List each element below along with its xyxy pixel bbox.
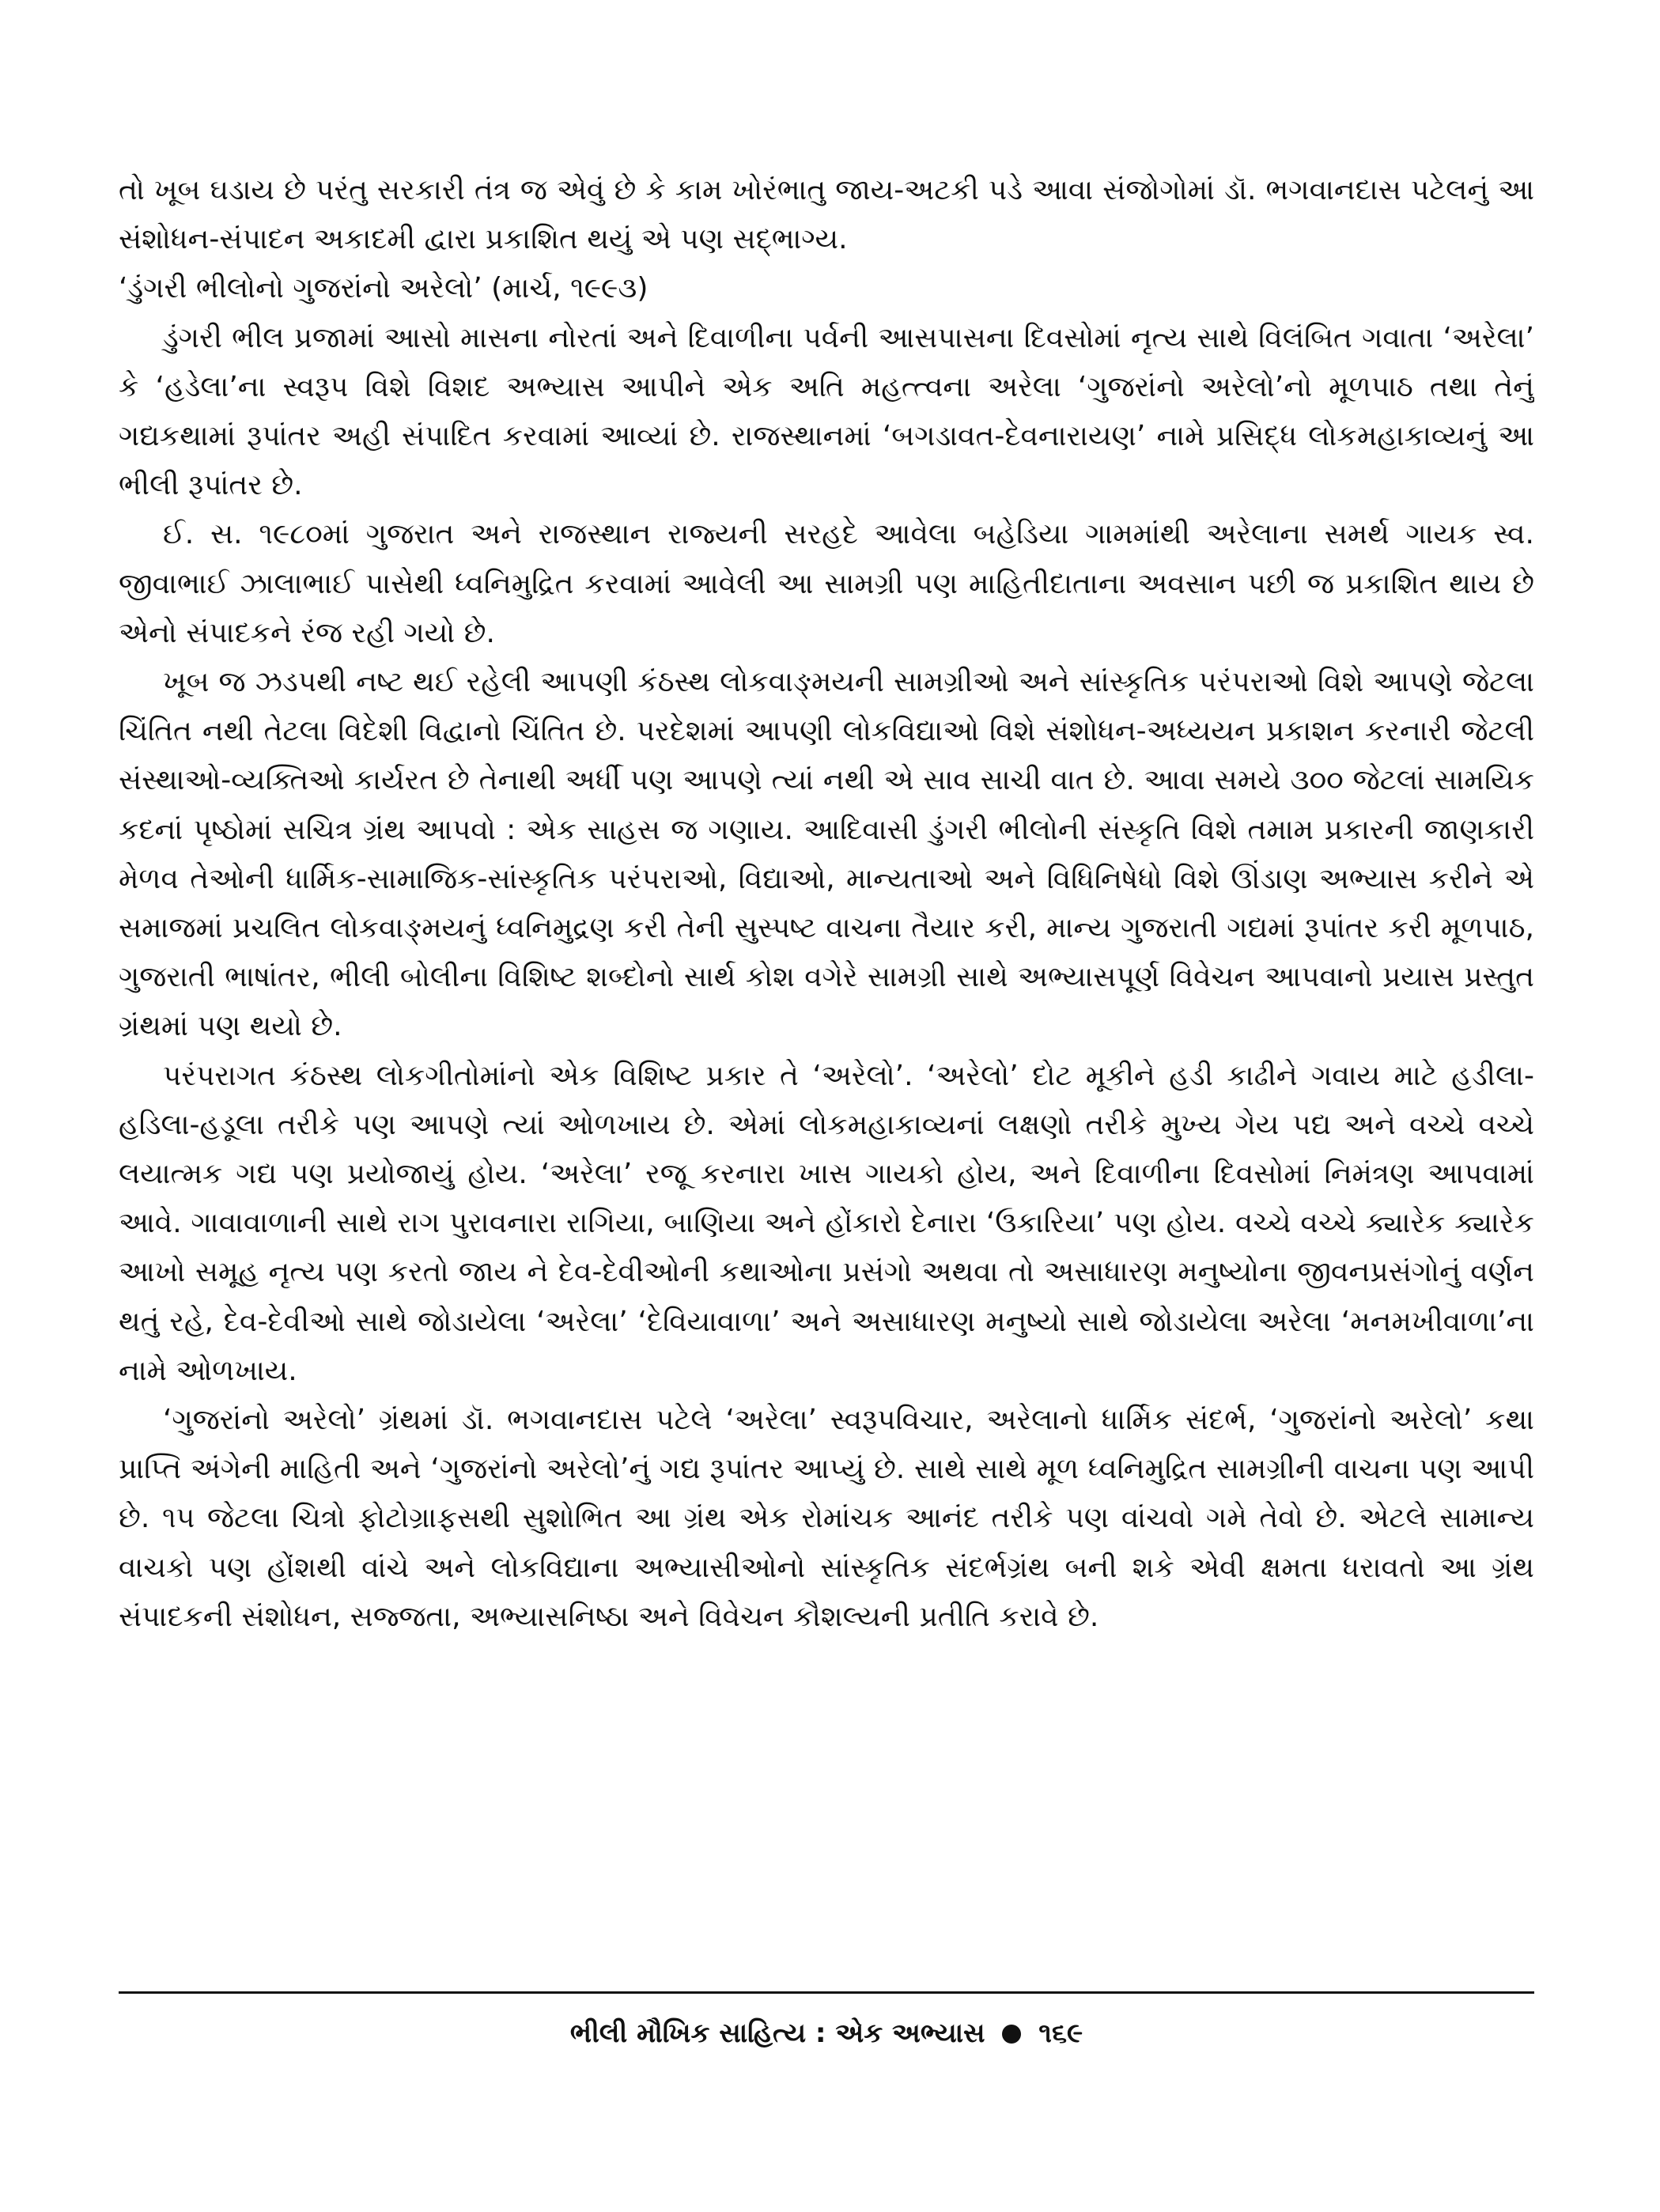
- body-text: [119, 166, 1534, 1642]
- page-number: ૧૬૯: [1038, 2017, 1083, 2049]
- paragraph-continuation: તો ખૂબ ઘડાય છે પરંતુ સરકારી તંત્ર જ એવું છે કે કામ ખોરંભાતુ જાય-અટકી પડે આવા સંજોગોમાં ડૉ. ભગવાનદાસ પટેલનું આ સંશોધન-સંપાદન અકાદમી દ્વારા પ્રકાશિત થયું એ પણ સદ્ભાગ્ય.: [119, 174, 1534, 256]
- page-body: [119, 166, 1534, 2143]
- section-heading: ‘ડુંગરી ભીલોનો ગુજરાંનો અરેલો’ (માર્ચ, ૧૯૯૩): [119, 272, 648, 305]
- paragraph: ખૂબ જ ઝડપથી નષ્ટ થઈ રહેલી આપણી કંઠસ્થ લોકવાઙ્મયની સામગ્રીઓ અને સાંસ્કૃતિક પરંપરાઓ વિશે આપણે જેટલા ચિંતિત નથી તેટલા વિદેશી વિદ્વાનો ચિંતિત છે. પરદેશમાં આપણી લોકવિદ્યાઓ વિશે સંશોધન-અધ્યયન પ્રકાશન કરનારી જેટલી સંસ્થાઓ-વ્યક્તિઓ કાર્યરત છે તેનાથી અર્ધી પણ આપણે ત્યાં નથી એ સાવ સાચી વાત છે. આવા સમયે ૩૦૦ જેટલાં સામયિક કદનાં પૃષ્ઠોમાં સચિત્ર ગ્રંથ આપવો : એક સાહસ જ ગણાય. આદિવાસી ડુંગરી ભીલોની સંસ્કૃતિ વિશે તમામ પ્રકારની જાણકારી મેળવ તેઓની ધાર્મિક-સામાજિક-સાંસ્કૃતિક પરંપરાઓ, વિદ્યાઓ, માન્યતાઓ અને વિધિનિષેધો વિશે ઊંડાણ અભ્યાસ કરીને એ સમાજમાં પ્રચલિત લોકવાઙ્મયનું ધ્વનિમુદ્રણ કરી તેની સુસ્પષ્ટ વાચના તૈયાર કરી, માન્ય ગુજરાતી ગદ્યમાં રૂપાંતર કરી મૂળપાઠ, ગુજરાતી ભાષાંતર, ભીલી બોલીના વિશિષ્ટ શબ્દોનો સાર્થ કોશ વગેરે સામગ્રી સાથે અભ્યાસપૂર્ણ વિવેચન આપવાનો પ્રયાસ પ્રસ્તુત ગ્રંથમાં પણ થયો છે.: [119, 666, 1534, 1043]
- paragraph: ડુંગરી ભીલ પ્રજામાં આસો માસના નોરતાં અને દિવાળીના પર્વની આસપાસના દિવસોમાં નૃત્ય સાથે વિલંબિત ગવાતા ‘અરેલા’ કે ‘હડેલા’ના સ્વરૂપ વિશે વિશદ અભ્યાસ આપીને એક અતિ મહત્ત્વના અરેલા ‘ગુજરાંનો અરેલો’નો મૂળપાઠ તથા તેનું ગદ્યકથામાં રૂપાંતર અહી સંપાદિત કરવામાં આવ્યાં છે. રાજસ્થાનમાં ‘બગડાવત-દેવનારાયણ’ નામે પ્રસિદ્ધ લોકમહાકાવ્યનું આ ભીલી રૂપાંતર છે.: [119, 321, 1534, 502]
- page-footer: [119, 2015, 1534, 2051]
- paragraph: ઈ. સ. ૧૯૮૦માં ગુજરાત અને રાજસ્થાન રાજ્યની સરહદે આવેલા બહેડિયા ગામમાંથી અરેલાના સમર્થ ગાયક સ્વ. જીવાભાઈ ઝાલાભાઈ પાસેથી ધ્વનિમુદ્રિત કરવામાં આવેલી આ સામગ્રી પણ માહિતીદાતાના અવસાન પછી જ પ્રકાશિત થાય છે એનો સંપાદકને રંજ રહી ગયો છે.: [119, 518, 1534, 649]
- paragraph: પરંપરાગત કંઠસ્થ લોકગીતોમાંનો એક વિશિષ્ટ પ્રકાર તે ‘અરેલો’. ‘અરેલો’ દોટ મૂકીને હડી કાઢીને ગવાય માટે હડીલા-હડિલા-હડૂલા તરીકે પણ આપણે ત્યાં ઓળખાય છે. એમાં લોકમહાકાવ્યનાં લક્ષણો તરીકે મુખ્ય ગેય પદ્ય અને વચ્ચે વચ્ચે લયાત્મક ગદ્ય પણ પ્રયોજાયું હોય. ‘અરેલા’ રજૂ કરનારા ખાસ ગાયકો હોય, અને દિવાળીના દિવસોમાં નિમંત્રણ આપવામાં આવે. ગાવાવાળાની સાથે રાગ પુરાવનારા રાગિયા, બાણિયા અને હોંકારો દેનારા ‘ઉકારિયા’ પણ હોય. વચ્ચે વચ્ચે ક્યારેક ક્યારેક આખો સમૂહ નૃત્ય પણ કરતો જાય ને દેવ-દેવીઓની કથાઓના પ્રસંગો અથવા તો અસાધારણ મનુષ્યોના જીવનપ્રસંગોનું વર્ણન થતું રહે, દેવ-દેવીઓ સાથે જોડાયેલા ‘અરેલા’ ‘દેવિયાવાળા’ અને અસાધારણ મનુષ્યો સાથે જોડાયેલા અરેલા ‘મનમખીવાળા’ના નામે ઓળખાય.: [119, 1059, 1534, 1387]
- paragraph: ‘ગુજરાંનો અરેલો’ ગ્રંથમાં ડૉ. ભગવાનદાસ પટેલે ‘અરેલા’ સ્વરૂપવિચાર, અરેલાનો ધાર્મિક સંદર્ભ, ‘ગુજરાંનો અરેલો’ કથા પ્રાપ્તિ અંગેની માહિતી અને ‘ગુજરાંનો અરેલો’નું ગદ્ય રૂપાંતર આપ્યું છે. સાથે સાથે મૂળ ધ્વનિમુદ્રિત સામગ્રીની વાચના પણ આપી છે. ૧૫ જેટલા ચિત્રો ફોટોગ્રાફસથી સુશોભિત આ ગ્રંથ એક રોમાંચક આનંદ તરીકે પણ વાંચવો ગમે તેવો છે. એટલે સામાન્ય વાચકો પણ હોંશથી વાંચે અને લોકવિદ્યાના અભ્યાસીઓનો સાંસ્કૃતિક સંદર્ભગ્રંથ બની શકે એવી ક્ષમતા ધરાવતો આ ગ્રંથ સંપાદકની સંશોધન, સજ્જતા, અભ્યાસનિષ્ઠા અને વિવેચન કૌશલ્યની પ્રતીતિ કરાવે છે.: [119, 1404, 1534, 1633]
- footer-divider: [119, 1991, 1534, 1994]
- bullet-icon: [1002, 2025, 1021, 2044]
- footer-book-title: ભીલી મૌખિક સાહિત્ય : એક અભ્યાસ: [569, 2017, 985, 2049]
